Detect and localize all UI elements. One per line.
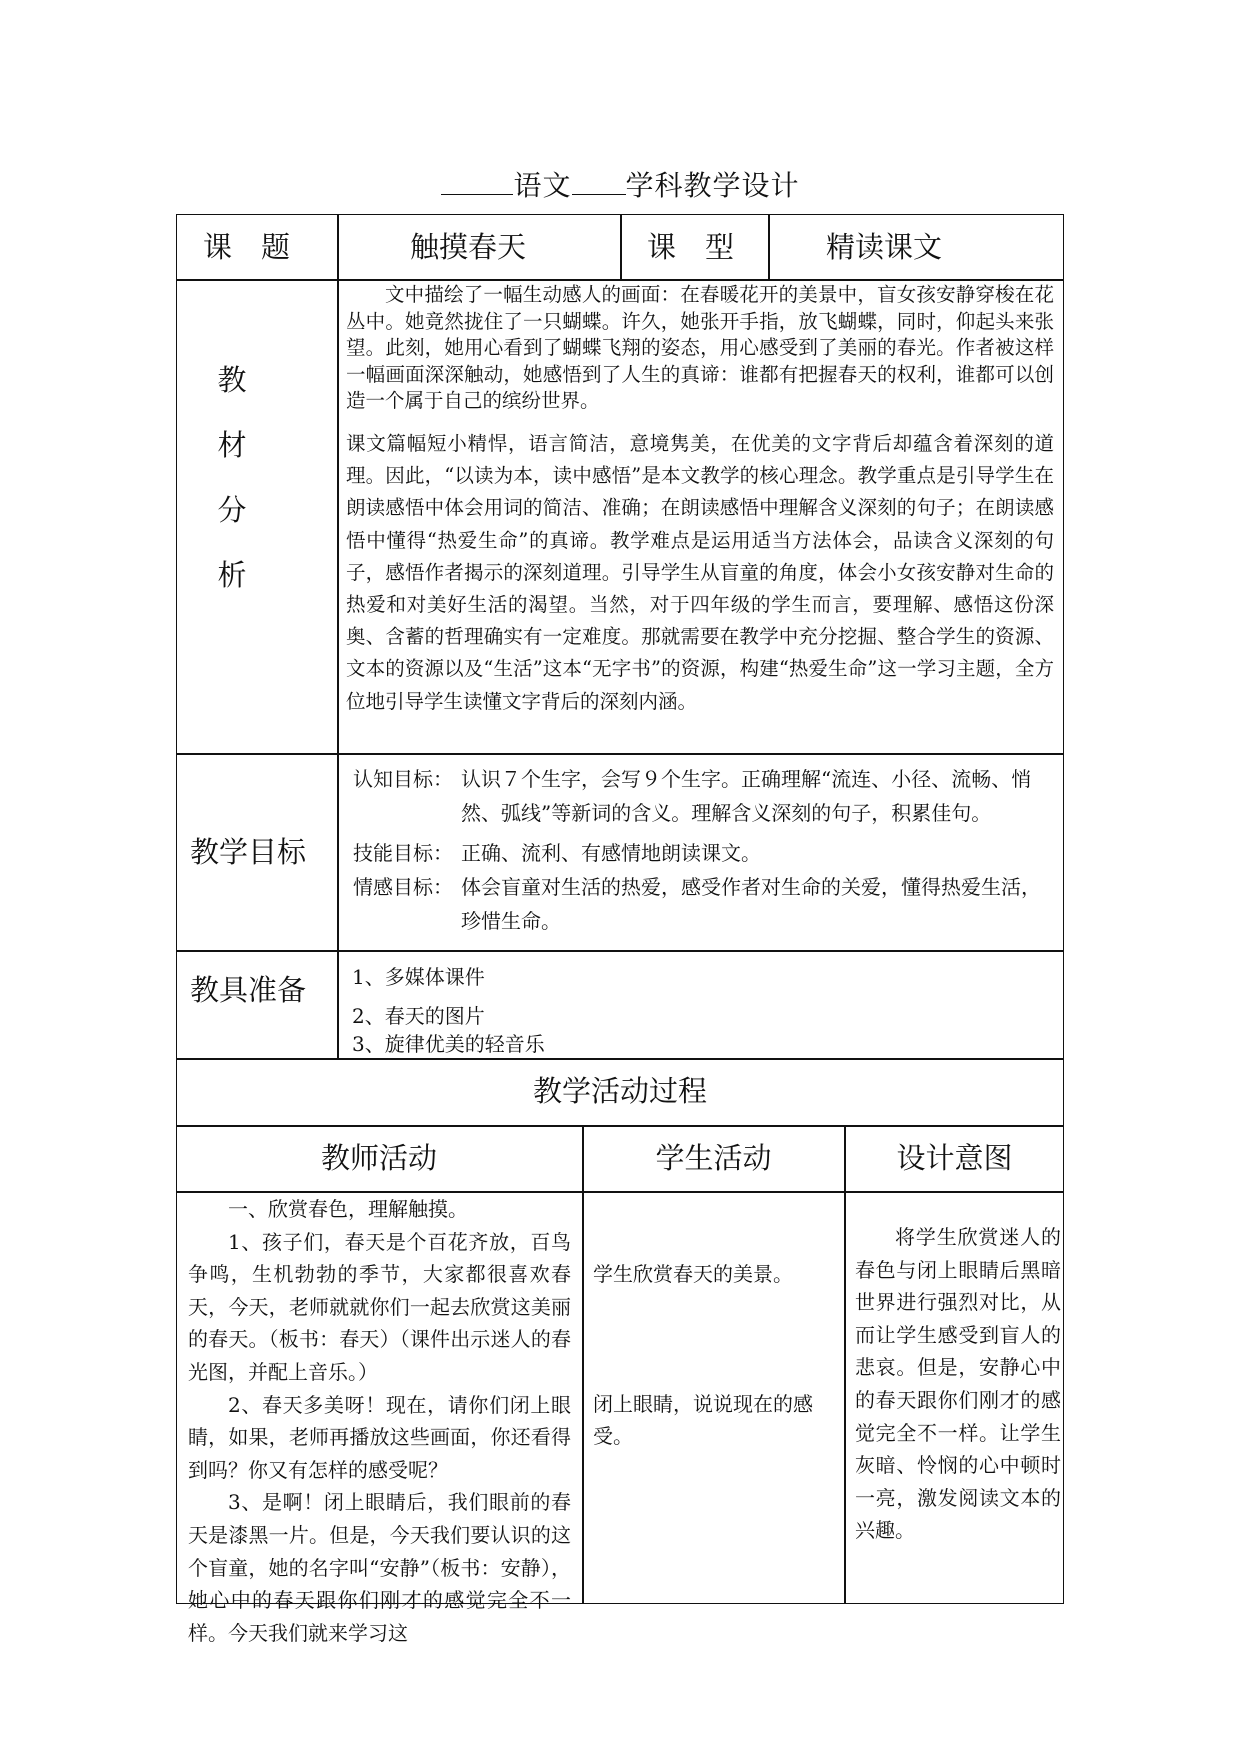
col-divider-label — [337, 214, 339, 1059]
row-divider-goals — [176, 950, 1064, 952]
student-activity-1: 学生欣赏春天的美景。 — [593, 1262, 793, 1286]
type-value: 精读课文 — [826, 230, 943, 264]
tools-item: 2、春天的图片 — [352, 1004, 485, 1028]
goal-skill — [353, 836, 1059, 870]
teaching-goals-label: 教学目标 — [190, 835, 307, 869]
label-char: 分 — [217, 493, 247, 527]
design-intent: 将学生欣赏迷人的春色与闭上眼睛后黑暗世界进行强烈对比，从而让学生感受到盲人的悲哀。但是，安静心中的春天跟你们刚才的感觉完全不一样。让学生灰暗、怜悯的心中顿时一亮，激发阅读文本的兴趣。 — [855, 1225, 1061, 1543]
type-label: 课 型 — [647, 230, 735, 264]
goal-cognitive-text: 认识７个生字，会写９个生字。正确理解“流连、小径、流畅、悄然、弧线”等新词的含义。理解含义深刻的句子，积累佳句。 — [461, 767, 1032, 825]
label-char: 教 — [217, 363, 247, 397]
row-divider-process-heading — [176, 1125, 1064, 1127]
material-analysis-label — [212, 348, 252, 608]
teacher-paragraph: 3、是啊！闭上眼睛后，我们眼前的春天是漆黑一片。但是，今天我们要认识的这个盲童，她的名字叫“安静”（板书：安静），她心中的春天跟你们刚才的感觉完全不一样。今天我们就来学习这 — [188, 1490, 571, 1645]
col-divider-type — [768, 214, 770, 280]
tools-item: 3、旋律优美的轻音乐 — [352, 1032, 545, 1056]
topic-label: 课 题 — [203, 230, 291, 264]
column-header-student: 学生活动 — [655, 1141, 772, 1175]
title-subject: 语文 — [513, 169, 572, 202]
column-header-intent: 设计意图 — [896, 1141, 1013, 1175]
row-divider-analysis — [176, 753, 1064, 755]
label-char: 材 — [217, 428, 247, 462]
title-blank-1 — [441, 166, 513, 195]
tools-item: 1、多媒体课件 — [352, 965, 485, 989]
col-divider-teacher — [582, 1125, 584, 1604]
label-char: 析 — [217, 558, 247, 592]
row-divider-tools — [176, 1058, 1064, 1060]
col-divider-student — [844, 1125, 846, 1604]
material-analysis-paragraph-2: 课文篇幅短小精悍，语言简洁，意境隽美，在优美的文字背后却蕴含着深刻的道理。因此，“以读为本，读中感悟”是本文教学的核心理念。教学重点是引导学生在朗读感悟中体会用词的简洁、准确；在朗读感悟中理解含义深刻的句子；在朗读感悟中懂得“热爱生命”的真谛。教学难点是运用适当方法体会，品读含义深刻的句子，感悟作者揭示的深刻道理。引导学生从盲童的角度，体会小女孩安静对生命的热爱和对美好生活的渴望。当然，对于四年级的学生而言，要理解、感悟这份深奥、含蓄的哲理确实有一定难度。那就需要在教学中充分挖掘、整合学生的资源、文本的资源以及“生活”这本“无字书”的资源，构建“热爱生命”这一学习主题，全方位地引导学生读懂文字背后的深刻内涵。 — [346, 432, 1054, 713]
material-analysis-paragraph-1: 文中描绘了一幅生动感人的画面：在春暖花开的美景中，盲女孩安静穿梭在花丛中。她竟然拢住了一只蝴蝶。许久，她张开手指，放飞蝴蝶，同时，仰起头来张望。此刻，她用心看到了蝴蝶飞翔的姿态，用心感受到了美丽的春光。作者被这样一幅画面深深触动，她感悟到了人生的真谛：谁都有把握春天的权利，谁都可以创造一个属于自己的缤纷世界。 — [346, 283, 1054, 413]
topic-value: 触摸春天 — [410, 230, 527, 264]
teacher-paragraph: 1、孩子们，春天是个百花齐放，百鸟争鸣，生机勃勃的季节，大家都很喜欢春天，今天，老师就就你们一起去欣赏这美丽的春天。（板书：春天）（课件出示迷人的春光图，并配上音乐。） — [188, 1229, 571, 1384]
goal-skill-label: 技能目标： — [353, 841, 453, 865]
goal-emotion — [353, 870, 1059, 940]
process-heading: 教学活动过程 — [532, 1074, 707, 1108]
title-suffix: 学科教学设计 — [625, 169, 800, 202]
col-divider-topic — [620, 214, 622, 280]
column-header-teacher: 教师活动 — [320, 1141, 437, 1175]
goal-cognitive-label: 认知目标： — [353, 767, 453, 791]
teacher-activity — [188, 1193, 571, 1649]
teacher-paragraph: 2、春天多美呀！现在，请你们闭上眼睛，如果，老师再播放这些画面，你还看得到吗？你又有怎样的感受呢？ — [188, 1392, 571, 1482]
tools-label: 教具准备 — [190, 973, 307, 1007]
teacher-paragraph: 一、欣赏春色，理解触摸。 — [228, 1197, 468, 1221]
goal-skill-text: 正确、流利、有感情地朗读课文。 — [461, 841, 761, 865]
goal-emotion-text: 体会盲童对生活的热爱，感受作者对生命的关爱，懂得热爱生活，珍惜生命。 — [461, 875, 1041, 933]
student-activity-2: 闭上眼睛，说说现在的感受。 — [593, 1392, 813, 1448]
goal-emotion-label: 情感目标： — [353, 875, 453, 899]
goal-cognitive — [353, 762, 1059, 832]
title-blank-2 — [572, 166, 626, 195]
document-title — [0, 166, 1241, 204]
